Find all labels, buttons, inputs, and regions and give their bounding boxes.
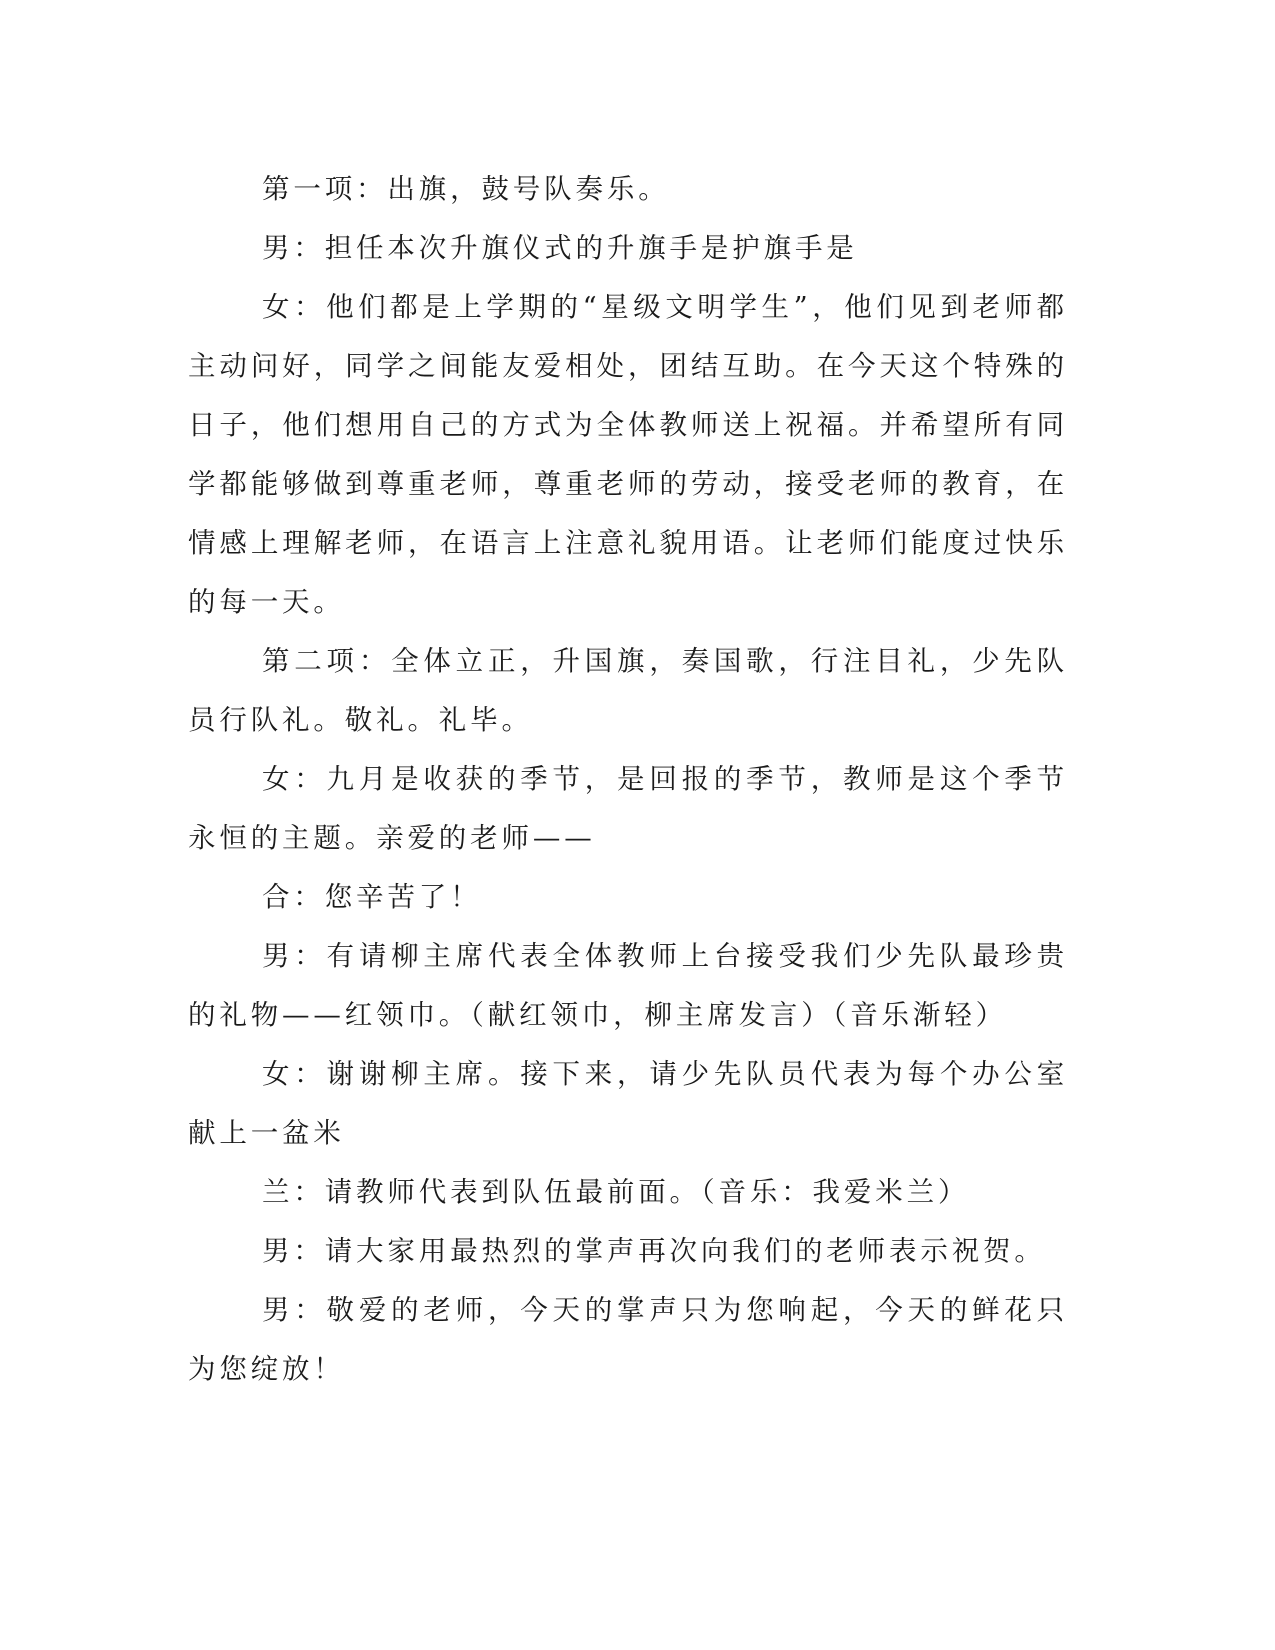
paragraph-9: 兰：请教师代表到队伍最前面。（音乐：我爱米兰） (262, 1176, 970, 1208)
paragraph-4: 第二项：全体立正，升国旗，奏国歌，行注目礼，少先队员行队礼。敬礼。礼毕。 (188, 645, 1068, 736)
document-body (188, 160, 1068, 1399)
paragraph-1: 第一项：出旗，鼓号队奏乐。 (262, 173, 670, 205)
paragraph-10: 男：请大家用最热烈的掌声再次向我们的老师表示祝贺。 (262, 1235, 1046, 1267)
paragraph-6: 合：您辛苦了！ (262, 881, 482, 913)
paragraph-2: 男：担任本次升旗仪式的升旗手是护旗手是 (262, 232, 858, 264)
paragraph-8: 女：谢谢柳主席。接下来，请少先队员代表为每个办公室献上一盆米 (188, 1058, 1068, 1149)
paragraph-7: 男：有请柳主席代表全体教师上台接受我们少先队最珍贵的礼物——红领巾。（献红领巾，柳主席发言）（音乐渐轻） (188, 940, 1068, 1031)
paragraph-11: 男：敬爱的老师，今天的掌声只为您响起，今天的鲜花只为您绽放！ (188, 1294, 1068, 1385)
paragraph-5: 女：九月是收获的季节，是回报的季节，教师是这个季节永恒的主题。亲爱的老师—— (188, 763, 1068, 854)
paragraph-3: 女：他们都是上学期的“星级文明学生”，他们见到老师都主动问好，同学之间能友爱相处，团结互助。在今天这个特殊的日子，他们想用自己的方式为全体教师送上祝福。并希望所有同学都能够做到尊重老师，尊重老师的劳动，接受老师的教育，在情感上理解老师，在语言上注意礼貌用语。让老师们能度过快乐的每一天。 (188, 291, 1068, 618)
